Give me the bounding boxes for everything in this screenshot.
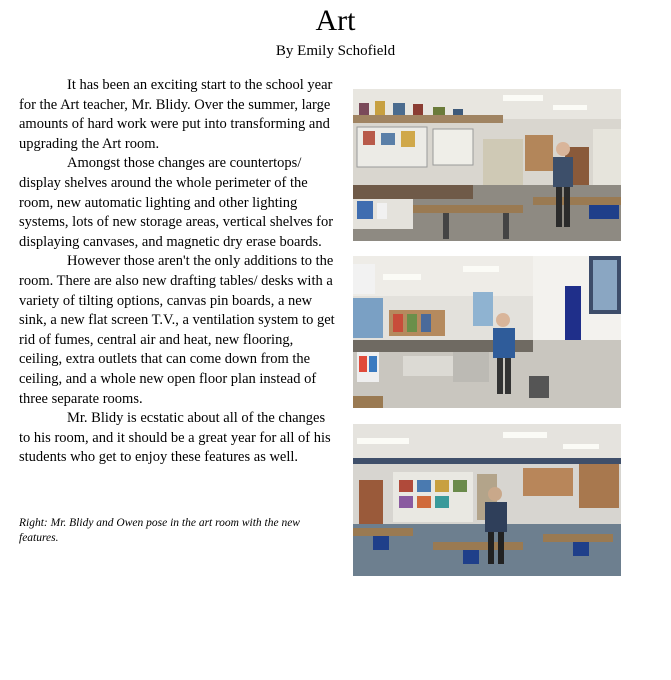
paragraph: Amongst those changes are countertops/ display shelves around the whole perimeter of the room, new automatic lighting and other lighting systems, lots of new storage areas, vertical shelves for displaying canvases, and magnetic dry erase boards. bbox=[19, 155, 334, 250]
paragraph: However those aren't the only additions to the room. There are also new drafting tables/ desks with a variety of tilting options, canvas pin boards, a new sink, a new flat screen T.V., a ventilation system to get rid of fumes, central air and heat, new flooring, ceiling, extra outlets that can come down from the ceiling, and a whole new open floor plan instead of three separate rooms. bbox=[19, 253, 335, 407]
classroom-image bbox=[353, 256, 621, 408]
classroom-image bbox=[353, 89, 621, 241]
classroom-image bbox=[353, 424, 621, 576]
paragraph: It has been an exciting start to the school year for the Art teacher, Mr. Blidy. Over the summer, large amounts of hard work were put into transforming and upgrading the Art room. bbox=[19, 77, 333, 152]
article-body bbox=[19, 76, 337, 468]
article-title: Art bbox=[315, 4, 356, 37]
art-room-photo-2 bbox=[353, 256, 621, 408]
art-room-photo-3 bbox=[353, 424, 621, 576]
photo-caption: Right: Mr. Blidy and Owen pose in the art room with the new features. bbox=[19, 517, 300, 544]
art-room-photo-1 bbox=[353, 89, 621, 241]
paragraph: Mr. Blidy is ecstatic about all of the changes to his room, and it should be a great year for all of his students who get to enjoy these features as well. bbox=[19, 410, 331, 466]
article-byline: By Emily Schofield bbox=[275, 43, 396, 59]
